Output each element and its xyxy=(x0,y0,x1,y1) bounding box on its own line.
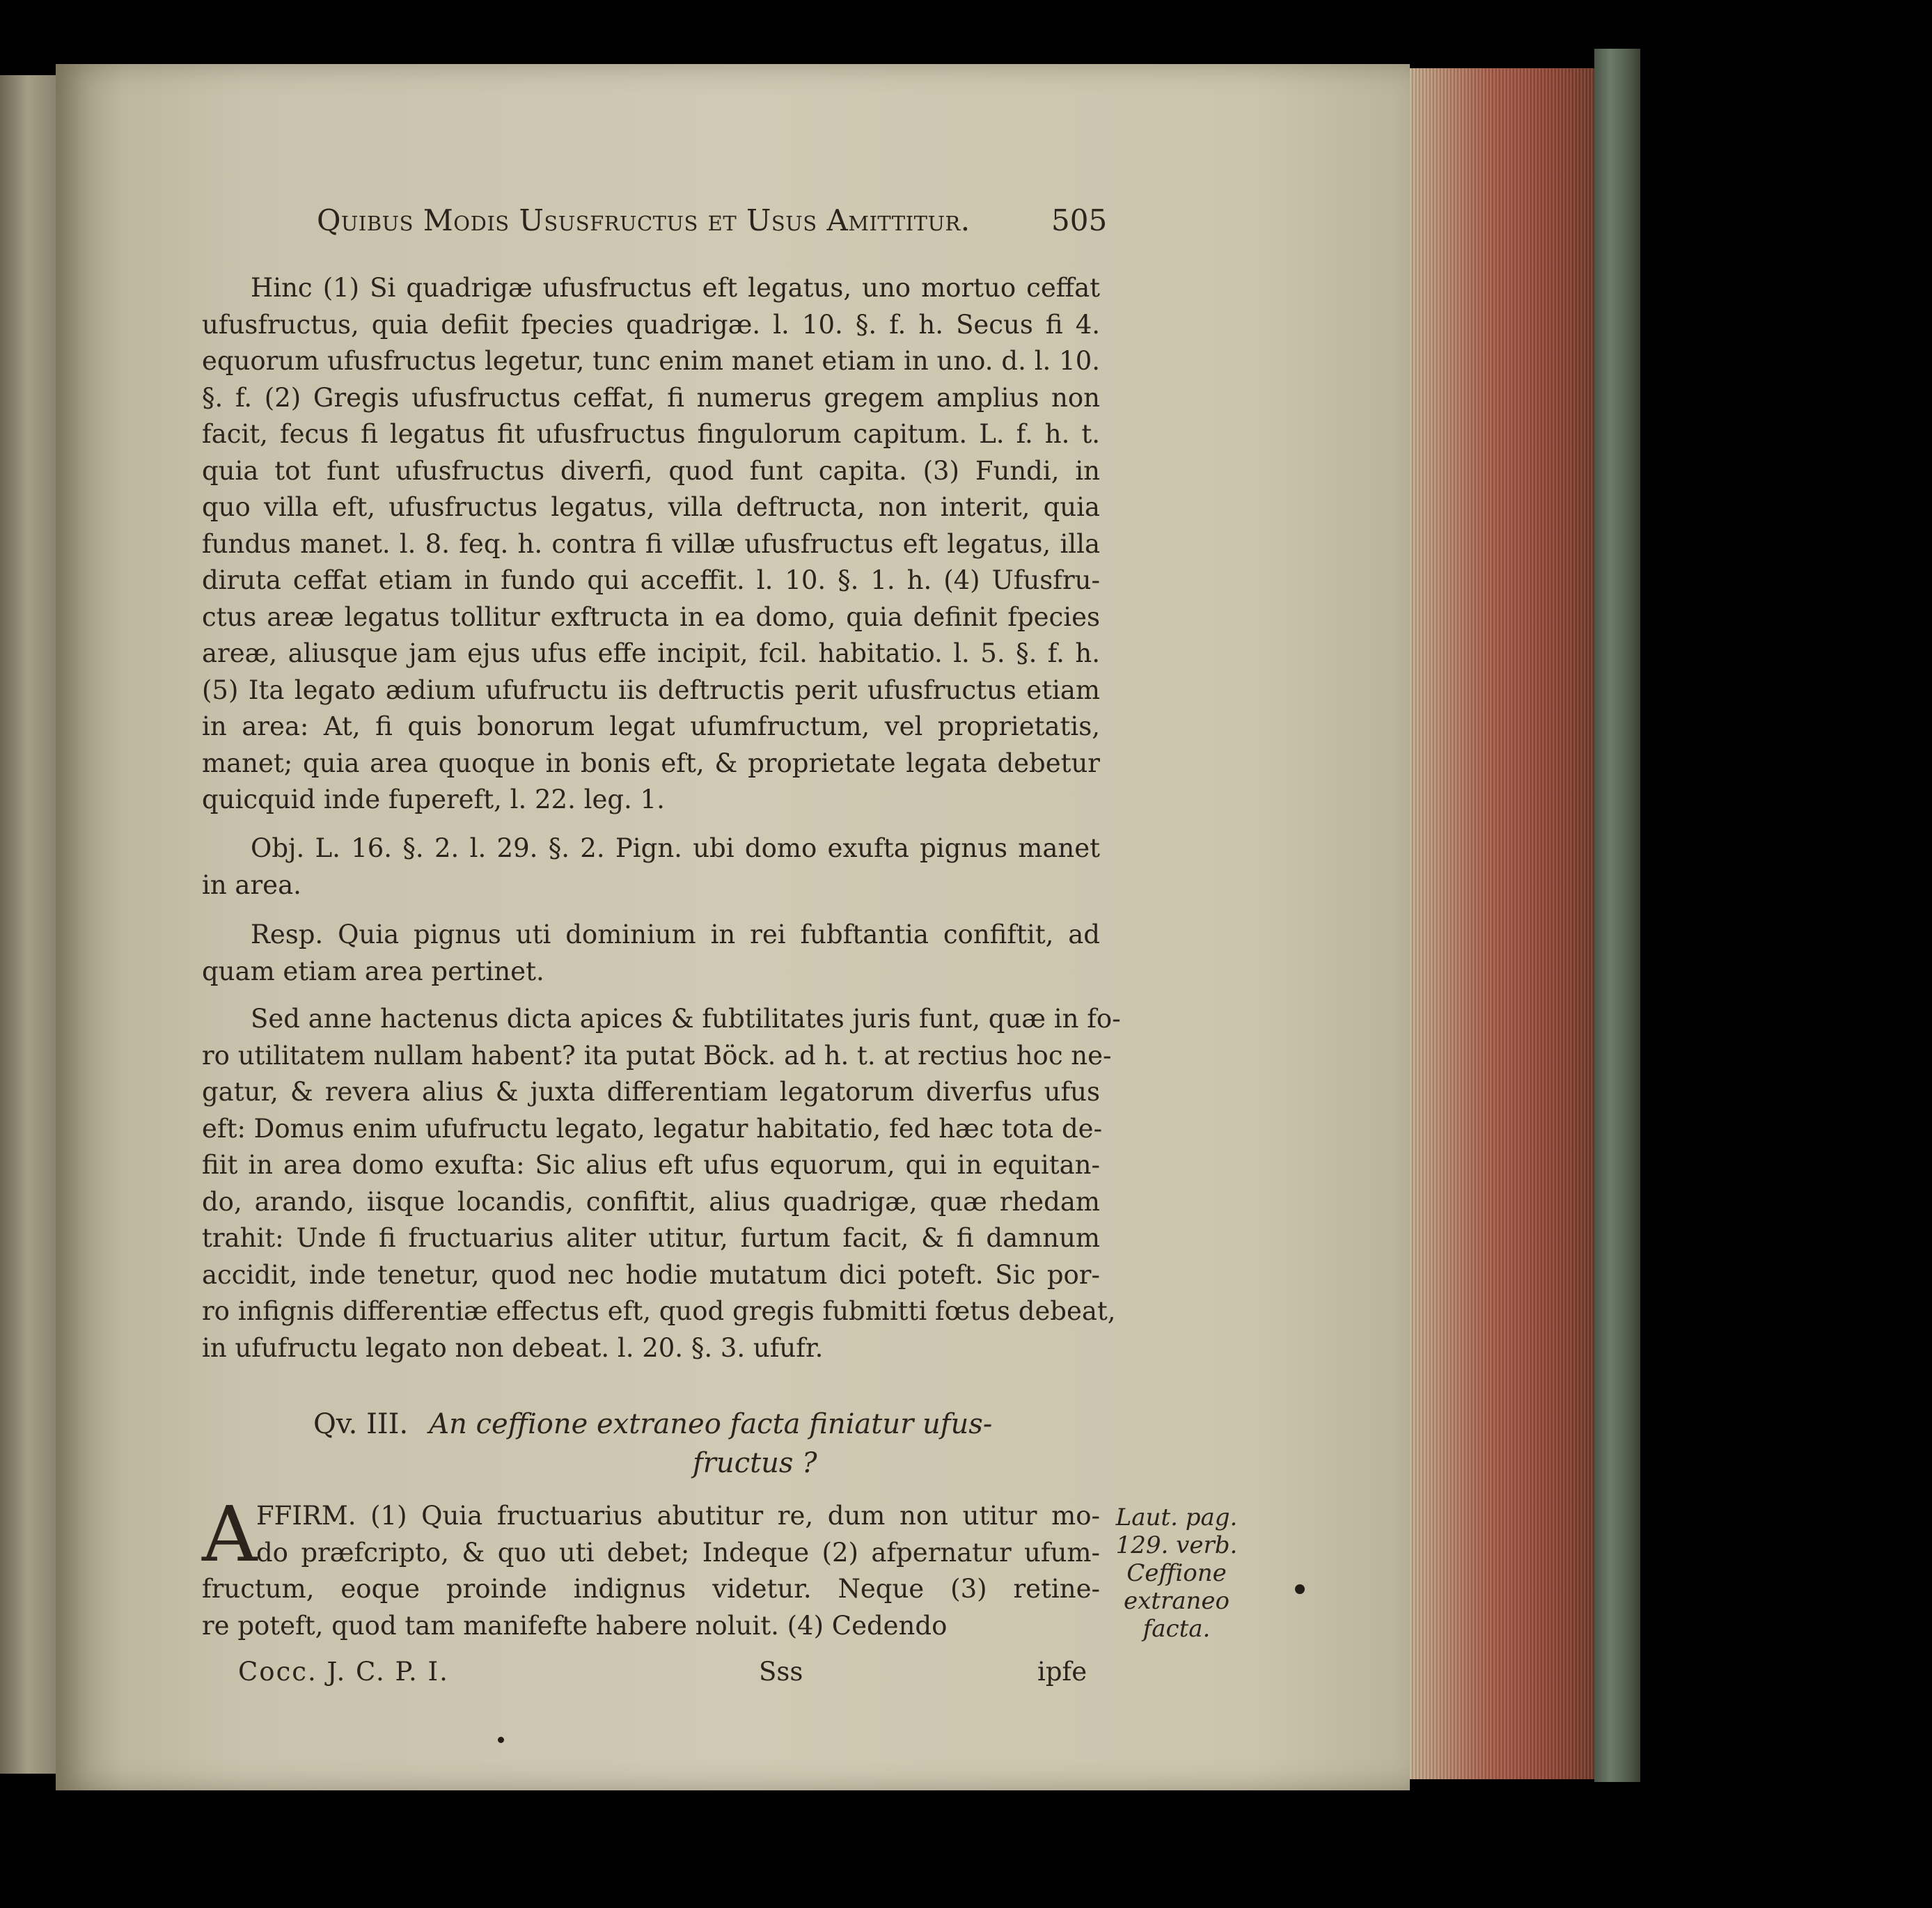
question-heading xyxy=(313,1405,1100,1483)
text-line: eft: Domus enim ufufructu legato, legatur habitatio, fed hæc tota de- xyxy=(202,1113,1103,1144)
paragraph-sed xyxy=(202,1001,1121,1366)
text-line: facit, fecus fi legatus fit ufusfructus fingulorum capitum. L. f. h. t. xyxy=(202,419,1100,449)
ink-spot xyxy=(1295,1584,1305,1594)
text-line: quia tot funt ufusfructus diverfi, quod funt capita. (3) Fundi, in xyxy=(202,455,1100,486)
question-title-line2: fructus ? xyxy=(693,1447,817,1479)
text-block xyxy=(202,0,1385,1908)
paragraph-hinc xyxy=(202,270,1100,819)
text-line: equorum ufusfructus legetur, tunc enim manet etiam in uno. d. l. 10. xyxy=(202,346,1100,376)
marginal-note-line: Ceffione xyxy=(1126,1559,1227,1587)
text-line: trahit: Unde fi fructuarius aliter utitur, furtum facit, & fi damnum xyxy=(202,1223,1100,1253)
text-line: FFIRM. (1) Quia fructuarius abutitur re, dum non utitur mo- xyxy=(256,1501,1100,1531)
text-line: quam etiam area pertinet. xyxy=(202,956,544,986)
marginal-note-line: 129. verb. xyxy=(1115,1531,1238,1559)
question-label: Qv. III. xyxy=(313,1408,409,1440)
page-fore-edge xyxy=(1410,68,1594,1779)
text-line: fundus manet. l. 8. feq. h. contra fi villæ ufusfructus eft legatus, illa xyxy=(202,528,1100,559)
text-line: (5) Ita legato ædium ufufructu iis deftructis perit ufusfructus etiam xyxy=(202,675,1100,705)
drop-capital: A xyxy=(202,1490,258,1579)
text-line: in ufufructu legato non debeat. l. 20. §. 3. ufufr. xyxy=(202,1332,824,1363)
text-line: fructum, eoque proinde indignus videtur. Neque (3) retine- xyxy=(202,1574,1100,1604)
text-line: diruta ceffat etiam in fundo qui acceffit. l. 10. §. 1. h. (4) Ufusfru- xyxy=(202,565,1100,595)
paragraph-obj xyxy=(202,830,1100,904)
text-line: ctus areæ legatus tollitur exftructa in ea domo, quia definit fpecies xyxy=(202,601,1100,632)
question-title-line1: An ceffione extraneo facta finiatur ufus- xyxy=(429,1408,993,1440)
text-line: Sed anne hactenus dicta apices & fubtilitates juris funt, quæ in fo- xyxy=(251,1004,1121,1034)
text-line: §. f. (2) Gregis ufusfructus ceffat, fi numerus gregem amplius non xyxy=(202,382,1100,413)
text-line: accidit, inde tenetur, quod nec hodie mutatum dici poteft. Sic por- xyxy=(202,1259,1100,1290)
text-line: in area: At, fi quis bonorum legat ufumfructum, vel proprietatis, xyxy=(202,711,1100,741)
text-line: ro utilitatem nullam habent? ita putat Böck. ad h. t. at rectius hoc ne- xyxy=(202,1040,1112,1071)
text-line: ufusfructus, quia defiit fpecies quadrigæ. l. 10. §. f. h. Secus fi 4. xyxy=(202,309,1100,340)
marginal-note xyxy=(1100,1504,1253,1643)
text-line: quo villa eft, ufusfructus legatus, villa deftructa, non interit, quia xyxy=(202,492,1100,522)
text-line: do, arando, iisque locandis, confiftit, alius quadrigæ, quæ rhedam xyxy=(202,1186,1100,1217)
signature-line: Cocc. J. C. P. I. xyxy=(238,1657,449,1687)
marginal-note-line: facta. xyxy=(1142,1615,1211,1643)
text-line: gatur, & revera alius & juxta differentiam legatorum diverfus ufus xyxy=(202,1077,1100,1107)
catchword: ipfe xyxy=(1037,1657,1087,1687)
text-line: areæ, aliusque jam ejus ufus effe incipit, fcil. habitatio. l. 5. §. f. h. xyxy=(202,638,1100,668)
text-line: ro infignis differentiæ effectus eft, quod gregis fubmitti fœtus debeat, xyxy=(202,1296,1116,1326)
text-line: in area. xyxy=(202,869,301,900)
marginal-note-line: extraneo xyxy=(1124,1587,1230,1615)
running-head: Quibus Modis Ususfructus et Usus Amittitur. xyxy=(317,203,971,237)
facing-page-edge xyxy=(0,75,56,1774)
paragraph-affirm xyxy=(202,1490,1100,1644)
text-line: quicquid inde fupereft, l. 22. leg. 1. xyxy=(202,785,665,814)
text-line: fiit in area domo exufta: Sic alius eft ufus equorum, qui in equitan- xyxy=(202,1150,1100,1180)
marginal-note-line: Laut. pag. xyxy=(1115,1504,1238,1531)
paragraph-resp xyxy=(202,917,1100,990)
text-line: Resp. Quia pignus uti dominium in rei fubftantia confiftit, ad xyxy=(251,920,1100,949)
text-line: do præfcripto, & quo uti debet; Indeque (2) afpernatur ufum- xyxy=(256,1537,1100,1568)
ink-spot xyxy=(498,1737,504,1743)
sheet-mark: Sss xyxy=(759,1657,803,1687)
book-cover-edge xyxy=(1594,49,1640,1782)
text-line: manet; quia area quoque in bonis eft, & proprietate legata debetur xyxy=(202,748,1100,778)
text-line: Obj. L. 16. §. 2. l. 29. §. 2. Pign. ubi domo exufta pignus manet xyxy=(251,833,1100,863)
text-line: Hinc (1) Si quadrigæ ufusfructus eft legatus, uno mortuo ceffat xyxy=(251,273,1100,303)
page-number: 505 xyxy=(1051,203,1108,237)
text-line: re poteft, quod tam manifefte habere noluit. (4) Cedendo xyxy=(202,1610,948,1641)
